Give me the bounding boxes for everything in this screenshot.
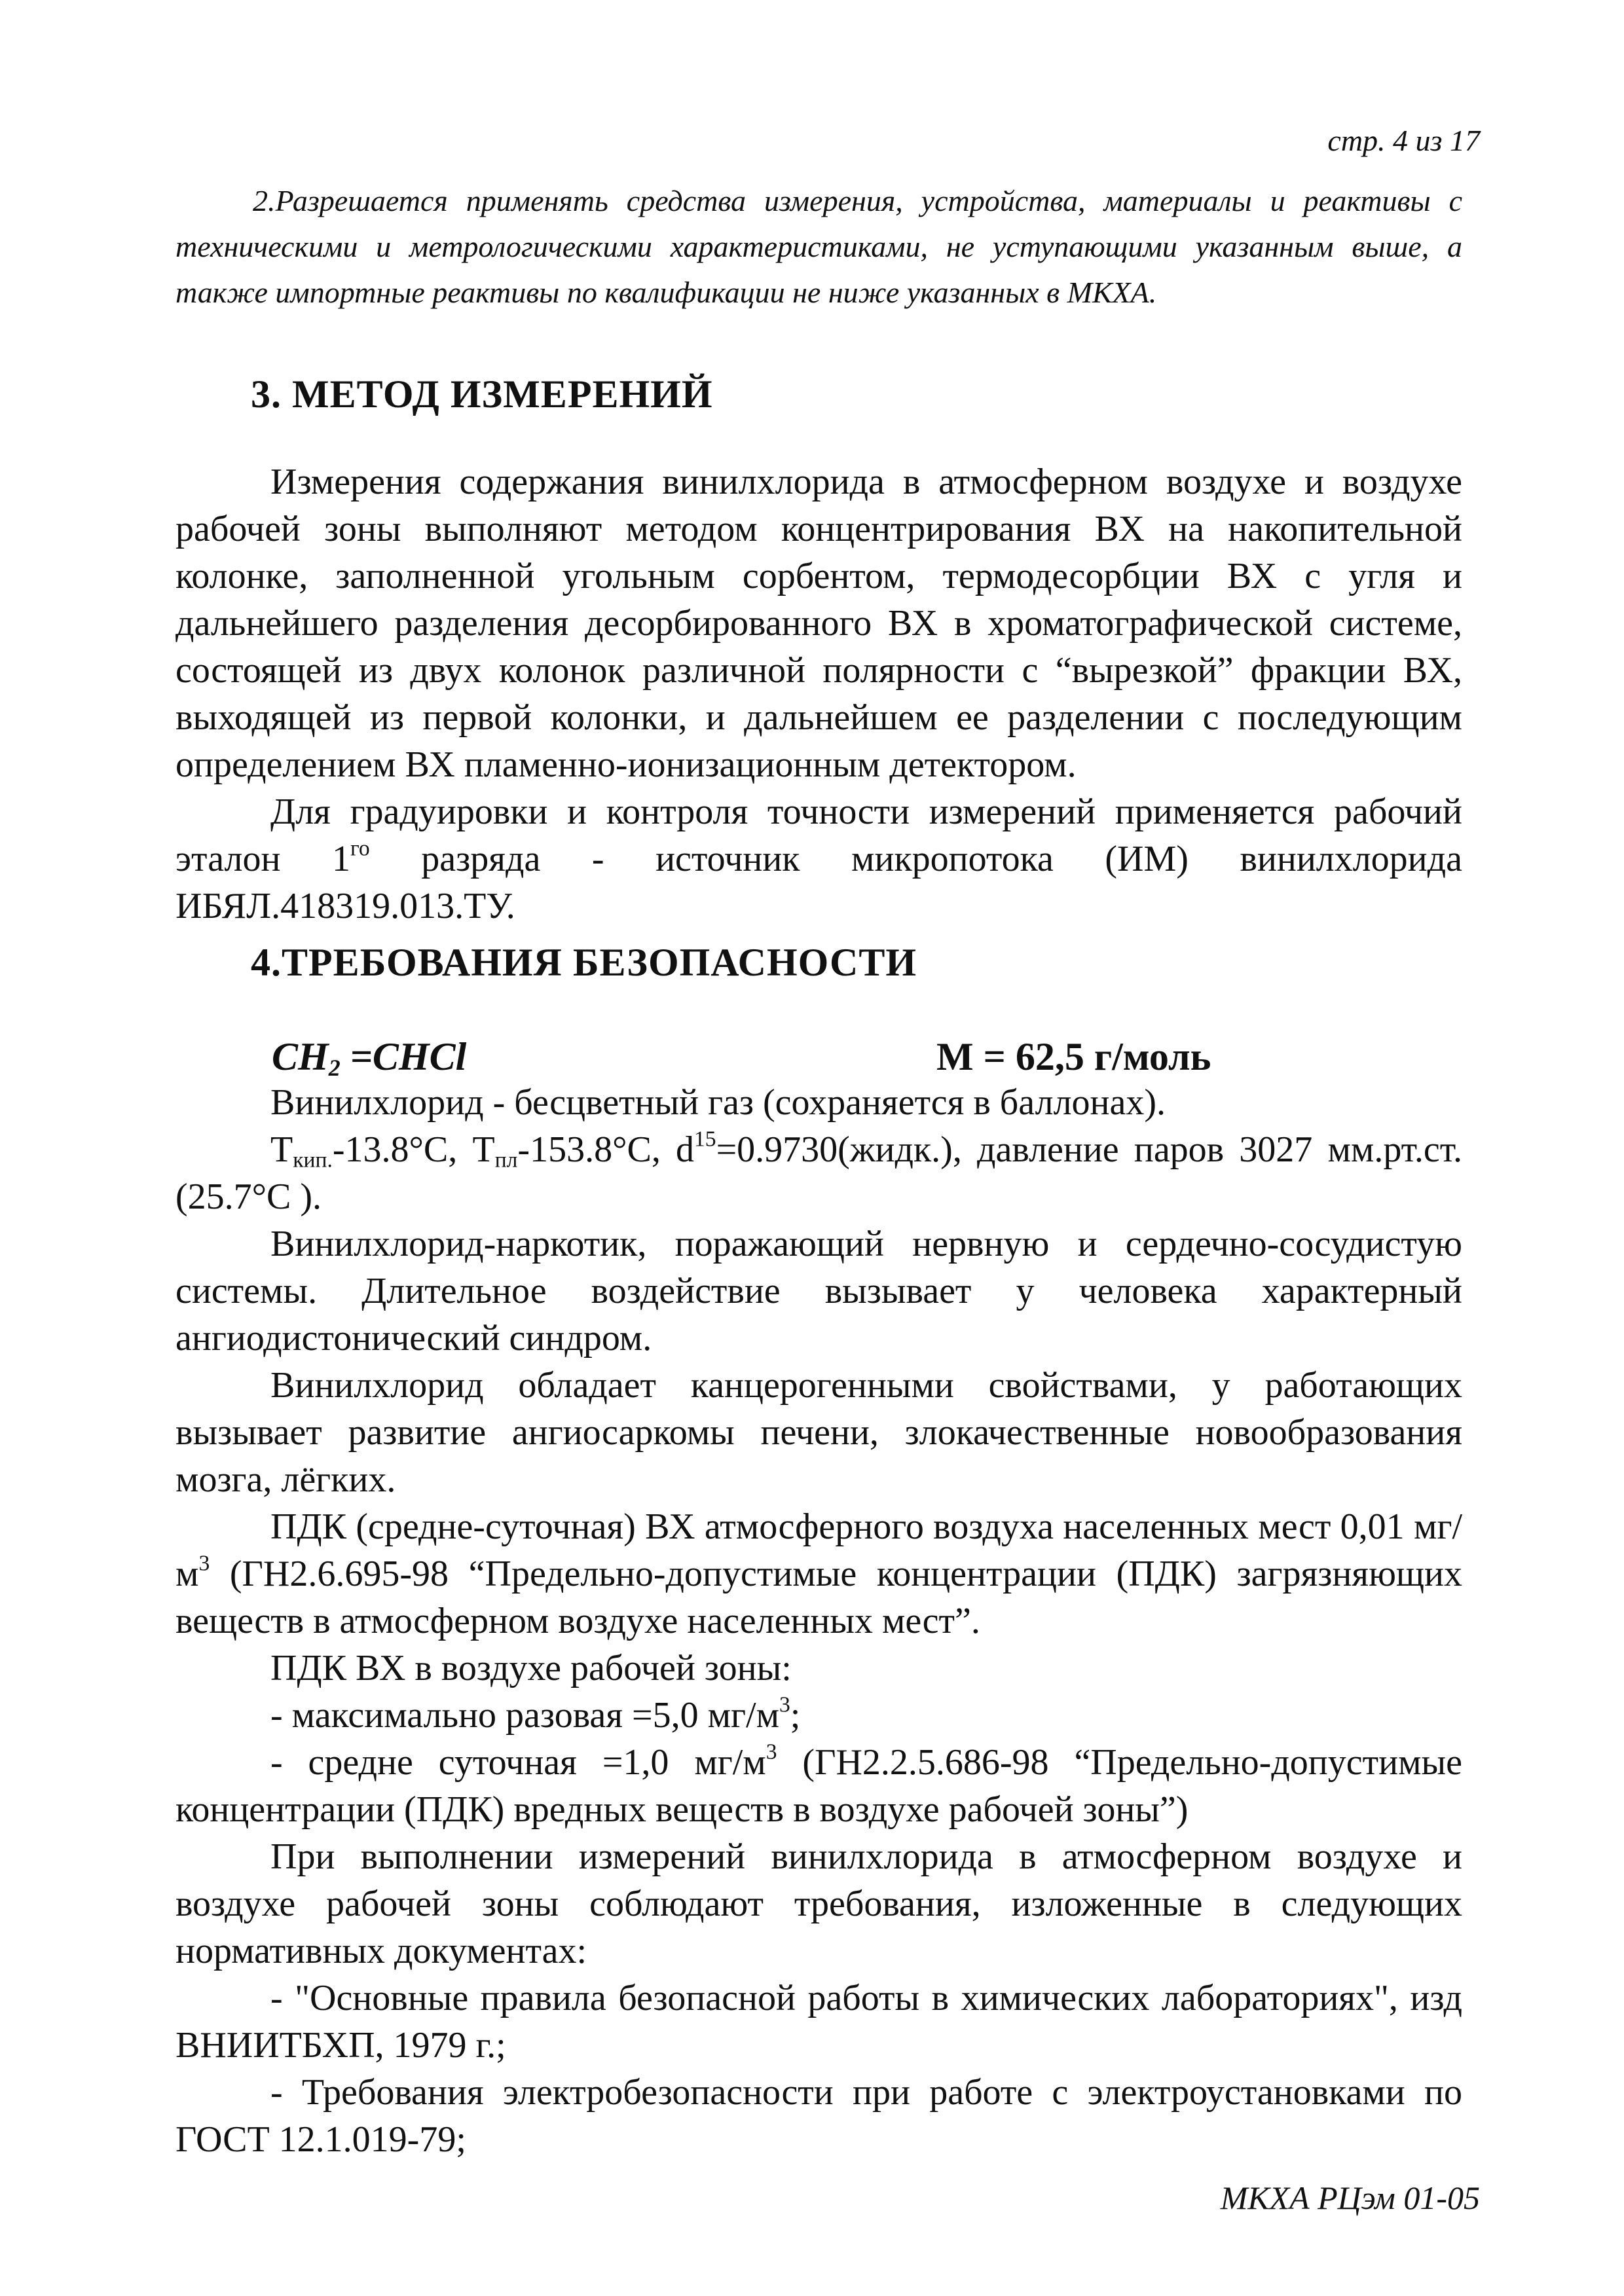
pdk-atm-sup: 3 [198,1551,210,1576]
toxicity-paragraph: Винилхлорид-наркотик, поражающий нервную и сердечно-сосудистую системы. Длительное воздействие вызывает у человека характерный ангиодистонический синдром. [175,1224,1462,1358]
section-3-body [175,458,1462,930]
boil-value: -13.8°С, [332,1129,473,1170]
melt-sub: пл [494,1148,518,1173]
method-paragraph: Измерения содержания винилхлорида в атмосферном воздухе и воздухе рабочей зоны выполняют методом концентрирования ВХ на накопительной колонке, заполненной угольным сорбентом, термодесорбции ВХ с угля и дальнейшего разделения десорбированного ВХ в хроматографической системе, состоящей из двух колонок различной полярности с “вырезкой” фракции ВХ, выходящей из первой колонки, и дальнейшем ее разделении с последующим определением ВХ пламенно-ионизационным детектором. [175,462,1462,785]
formula-part-b: =CHCl [340,1035,467,1078]
calibration-text-b: разряда - источник микропотока (ИМ) винилхлорида ИБЯЛ.418319.013.ТУ. [175,839,1463,926]
max-end: ; [790,1695,801,1736]
list-item-lab-rules: - "Основные правила безопасной работы в химических лабораториях", изд ВНИИТБХП, 1979 г.; [175,1978,1462,2066]
list-item-daily [175,1739,1462,1833]
calibration-text-a: Для градуировки и контроля точности измерений применяется рабочий эталон 1 [175,792,1462,879]
page-number: стр. 4 из 17 [1327,124,1480,157]
intro-paragraph: 2.Разрешается применять средства измерения, устройства, материалы и реактивы с техническими и метрологическими характеристиками, не уступающими указанным выше, а также импортные реактивы по квалификации не ниже указанных в МКХА. [175,184,1462,309]
daily-text: - средне суточная =1,0 мг/м [270,1742,766,1783]
calibration-paragraph [175,788,1462,930]
density-label: d [676,1129,695,1170]
calibration-sup: го [350,836,370,861]
max-sup: 3 [779,1692,790,1717]
chemical-formula [272,1035,467,1081]
daily-sup: 3 [766,1740,777,1764]
carcinogen-paragraph: Винилхлорид обладает канцерогенными свойствами, у работающих вызывает развитие ангиосаркомы печени, злокачественные новообразования мозга, лёгких. [175,1365,1462,1500]
pdk-workzone-heading: ПДК ВХ в воздухе рабочей зоны: [270,1648,792,1688]
boil-sub: кип. [293,1148,333,1173]
description-paragraph: Винилхлорид - бесцветный газ (сохраняется в баллонах). [270,1082,1166,1123]
requirements-paragraph: При выполнении измерений винилхлорида в атмосферном воздухе и воздухе рабочей зоны соблюдают требования, изложенные в следующих нормативных документах: [175,1836,1462,1971]
formula-line [272,1034,1464,1080]
section-4-body [175,1079,1462,2163]
properties-paragraph [175,1126,1462,1220]
document-code: МКХА РЦэм 01-05 [1220,2179,1480,2216]
formula-sub: 2 [328,1055,341,1081]
formula-part-a: CH [272,1035,329,1078]
boil-label: Т [270,1129,293,1170]
melt-label: Т [472,1129,495,1170]
pdk-atm-a: ПДК (средне-суточная) ВХ атмосферного воздуха населенных мест 0,01 мг/м [175,1506,1462,1594]
max-text: - максимально разовая =5,0 мг/м [270,1695,779,1736]
list-item-max [175,1692,1462,1739]
melt-value: -153.8°С, [517,1129,676,1170]
density-sup: 15 [694,1127,716,1152]
section-3-title: 3. МЕТОД ИЗМЕРЕНИЙ [251,373,713,416]
pdk-atmosphere-paragraph [175,1503,1462,1645]
pdk-atm-b: (ГН2.6.695-98 “Предельно-допустимые концентрации (ПДК) загрязняющих веществ в атмосферном воздухе населенных мест”. [175,1554,1462,1641]
daily-rest: (ГН2.2.5.686-98 “Предельно-допустимые концентрации (ПДК) вредных веществ в воздухе рабочей зоны”) [175,1742,1462,1830]
molar-mass: М = 62,5 г/моль [936,1035,1211,1078]
list-item-electro: - Требования электробезопасности при работе с электроустановками по ГОСТ 12.1.019-79; [175,2072,1462,2160]
section-4-title: 4.ТРЕБОВАНИЯ БЕЗОПАСНОСТИ [251,941,917,984]
properties-rest: =0.9730(жидк.), давление паров 3027 мм.рт.ст. (25.7°С ). [175,1129,1462,1217]
